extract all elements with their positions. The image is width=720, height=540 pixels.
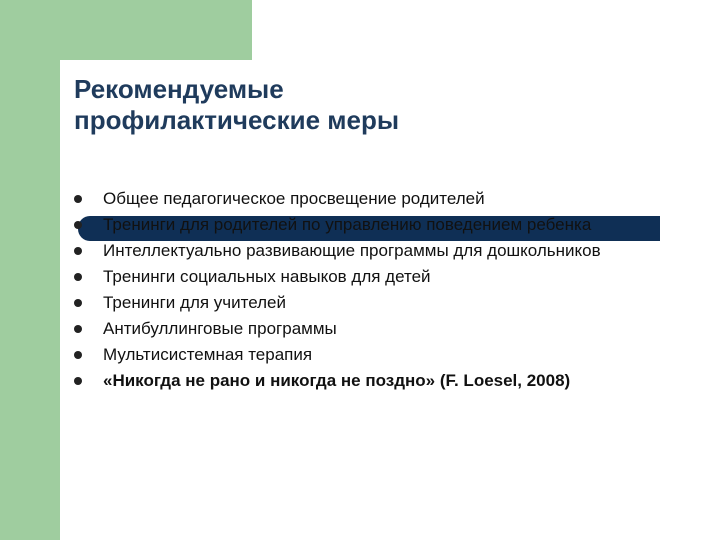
list-item-text: Общее педагогическое просвещение родителей bbox=[103, 189, 485, 208]
list-item bbox=[74, 214, 694, 235]
list-item bbox=[74, 318, 694, 339]
green-side-bar bbox=[0, 0, 60, 540]
list-item-text: «Никогда не рано и никогда не поздно» (F. Loesel, 2008) bbox=[103, 371, 571, 390]
bullet-dot-icon bbox=[74, 299, 82, 307]
list-item-text: Тренинги социальных навыков для детей bbox=[103, 267, 431, 286]
bullet-dot-icon bbox=[74, 325, 82, 333]
list-item-text: Тренинги для учителей bbox=[103, 293, 287, 312]
bullet-dot-icon bbox=[74, 351, 82, 359]
list-item-text: Антибуллинговые программы bbox=[103, 319, 337, 338]
list-item-text: Мультисистемная терапия bbox=[103, 345, 313, 364]
bullet-dot-icon bbox=[74, 377, 82, 385]
green-top-bar bbox=[0, 0, 252, 60]
bullet-list bbox=[74, 188, 694, 396]
list-item bbox=[74, 292, 694, 313]
slide-title-line-2: профилактические меры bbox=[74, 105, 400, 135]
list-item-text: Тренинги для родителей по управлению поведением ребенка bbox=[103, 215, 592, 234]
bullet-dot-icon bbox=[74, 273, 82, 281]
list-item bbox=[74, 344, 694, 365]
list-item-text: Интеллектуально развивающие программы для дошкольников bbox=[103, 241, 601, 260]
list-item bbox=[74, 188, 694, 209]
bullet-dot-icon bbox=[74, 221, 82, 229]
slide-title-line-1: Рекомендуемые bbox=[74, 74, 284, 104]
list-item bbox=[74, 266, 694, 287]
list-item bbox=[74, 370, 694, 391]
slide-title bbox=[74, 74, 594, 136]
bullet-dot-icon bbox=[74, 247, 82, 255]
list-item bbox=[74, 240, 694, 261]
bullet-dot-icon bbox=[74, 195, 82, 203]
